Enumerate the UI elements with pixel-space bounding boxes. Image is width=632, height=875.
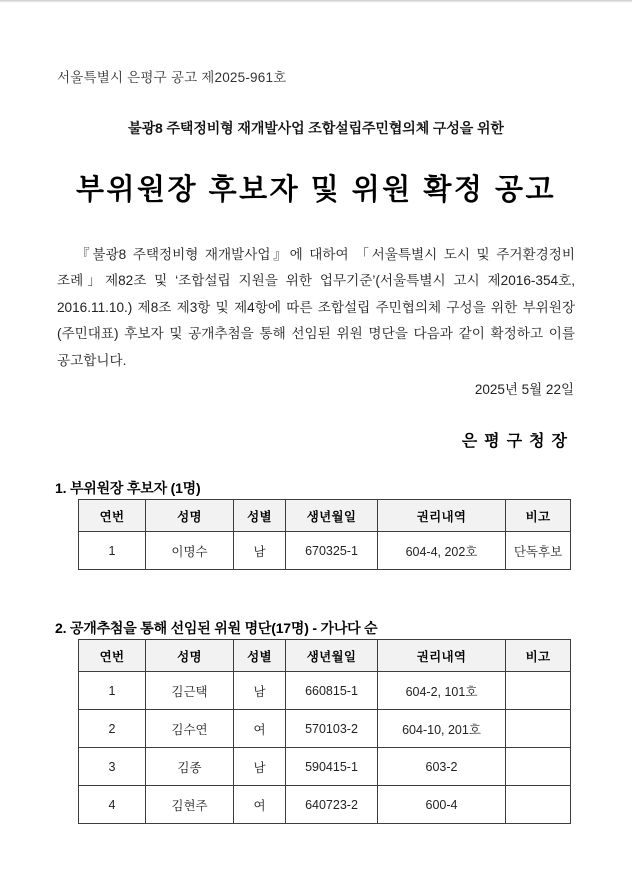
cell-note	[506, 672, 571, 710]
document-number: 서울특별시 은평구 공고 제2025-961호	[57, 70, 287, 85]
announcement-date: 2025년 5월 22일	[474, 382, 574, 397]
cell-gender: 남	[234, 672, 286, 710]
column-header-gender: 성별	[234, 640, 286, 672]
issuing-authority-signature: 은평구청장	[461, 433, 574, 450]
cell-birth: 570103-2	[286, 710, 378, 748]
column-header-note: 비고	[506, 500, 571, 532]
section-heading-selected-members: 2. 공개추첨을 통해 선임된 위원 명단(17명) - 가나다 순	[55, 619, 378, 636]
cell-note	[506, 748, 571, 786]
cell-rights: 600-4	[378, 786, 506, 824]
table-row	[79, 532, 571, 570]
column-header-seq: 연번	[79, 500, 146, 532]
cell-gender: 남	[234, 532, 286, 570]
cell-seq: 1	[79, 532, 146, 570]
cell-name: 김수연	[146, 710, 234, 748]
table-row	[79, 672, 571, 710]
table-header-row	[79, 500, 571, 532]
table-row	[79, 710, 571, 748]
vice-chair-candidates-table	[78, 499, 571, 570]
selected-members-table	[78, 639, 571, 824]
cell-seq: 4	[79, 786, 146, 824]
cell-note	[506, 710, 571, 748]
column-header-rights: 권리내역	[378, 640, 506, 672]
cell-gender: 여	[234, 786, 286, 824]
cell-birth: 660815-1	[286, 672, 378, 710]
cell-rights: 603-2	[378, 748, 506, 786]
cell-birth: 590415-1	[286, 748, 378, 786]
cell-rights: 604-2, 101호	[378, 672, 506, 710]
table-header-row	[79, 640, 571, 672]
cell-note	[506, 786, 571, 824]
cell-birth: 640723-2	[286, 786, 378, 824]
column-header-gender: 성별	[234, 500, 286, 532]
table-row	[79, 748, 571, 786]
cell-seq: 1	[79, 672, 146, 710]
column-header-birth: 생년월일	[286, 500, 378, 532]
cell-note: 단독후보	[506, 532, 571, 570]
cell-rights: 604-4, 202호	[378, 532, 506, 570]
cell-birth: 670325-1	[286, 532, 378, 570]
column-header-rights: 권리내역	[378, 500, 506, 532]
cell-rights: 604-10, 201호	[378, 710, 506, 748]
cell-name: 이명수	[146, 532, 234, 570]
column-header-name: 성명	[146, 500, 234, 532]
cell-gender: 남	[234, 748, 286, 786]
page-top-edge	[0, 0, 632, 3]
column-header-birth: 생년월일	[286, 640, 378, 672]
cell-gender: 여	[234, 710, 286, 748]
page-title: 부위원장 후보자 및 위원 확정 공고	[76, 174, 556, 207]
column-header-note: 비고	[506, 640, 571, 672]
table-row	[79, 786, 571, 824]
cell-seq: 2	[79, 710, 146, 748]
cell-name: 김종	[146, 748, 234, 786]
cell-seq: 3	[79, 748, 146, 786]
column-header-name: 성명	[146, 640, 234, 672]
column-header-seq: 연번	[79, 640, 146, 672]
announcement-body-text: 『불광8 주택정비형 재개발사업』에 대하여 「서울특별시 도시 및 주거환경정비 조례」제82조 및 ‘조합설립 지원을 위한 업무기준’(서울특별시 고시 제2016-354호, 2016.11.10.) 제8조 제3항 및 제4항에 따른 조합설립 주민협의체 구성을 위한 부위원장(주민대표) 후보자 및 공개추첨을 통해 선임된 위원 명단을 다음과 같이 확정하고 이를 공고합니다.	[57, 246, 575, 368]
cell-name: 김현주	[146, 786, 234, 824]
section-heading-vice-chair-candidates: 1. 부위원장 후보자 (1명)	[55, 479, 201, 496]
cell-name: 김근택	[146, 672, 234, 710]
document-subtitle: 불광8 주택정비형 재개발사업 조합설립주민협의체 구성을 위한	[128, 120, 504, 136]
